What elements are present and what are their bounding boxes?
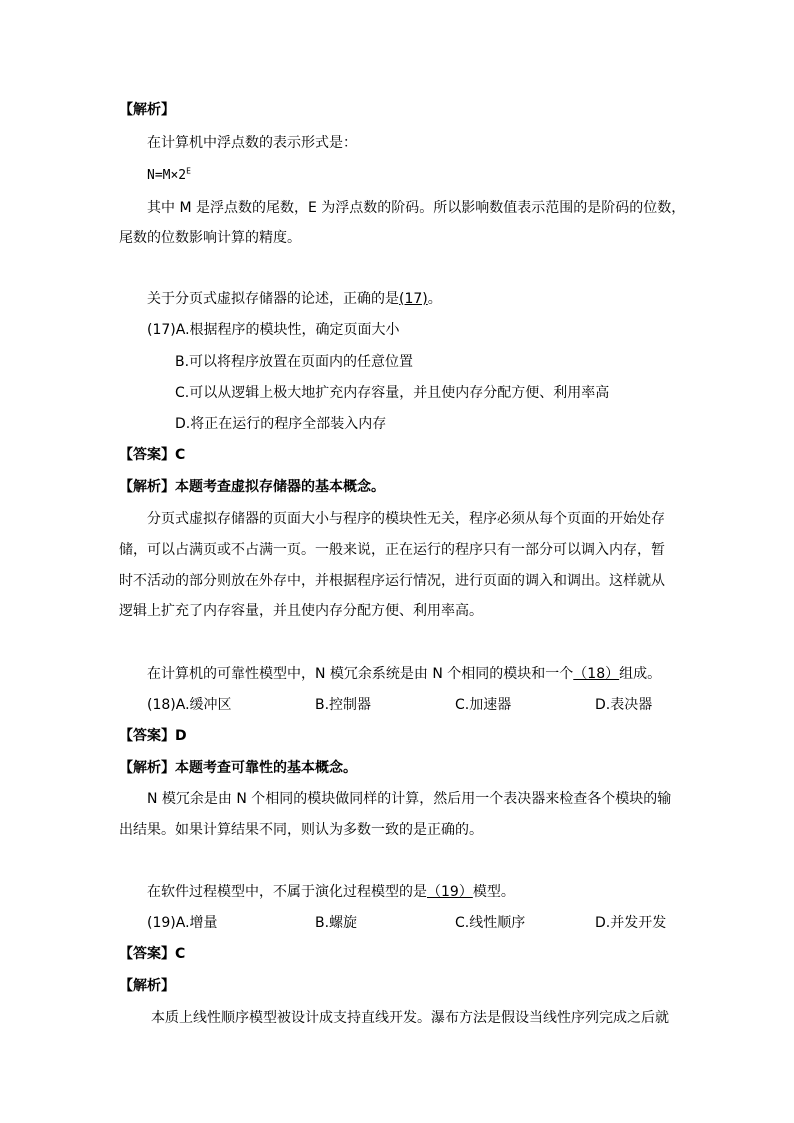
- stem-text: 。: [427, 291, 442, 307]
- paragraph-line: 时不活动的部分则放在外存中，并根据程序运行情况，进行页面的调入和调出。这样就从: [119, 573, 665, 589]
- stem-blank: （18）: [573, 666, 620, 682]
- paragraph-line: 出结果。如果计算结果不同，则认为多数一致的是正确的。: [119, 822, 483, 838]
- paragraph-float-format: 在计算机中浮点数的表示形式是：: [147, 135, 357, 151]
- stem-text: 在计算机的可靠性模型中，N 模冗余系统是由 N 个相同的模块和一个: [147, 666, 574, 682]
- question-17-analysis-heading: 【解析】本题考查虚拟存储器的基本概念。: [119, 479, 385, 495]
- question-17-option-c: C.可以从逻辑上极大地扩充内存容量，并且使内存分配方便、利用率高: [175, 385, 610, 401]
- paragraph-line: 逻辑上扩充了内存容量，并且使内存分配方便、利用率高。: [119, 603, 483, 619]
- question-17-option-b: B.可以将程序放置在页面内的任意位置: [175, 354, 414, 370]
- paragraph-line: 储，可以占满页或不占满一页。一般来说，正在运行的程序只有一部分可以调入内存，暂: [119, 542, 665, 558]
- question-18-stem: [147, 664, 661, 684]
- paragraph-line: 本质上线性顺序模型被设计成支持直线开发。瀑布方法是假设当线性序列完成之后就: [151, 1010, 669, 1026]
- stem-blank: （19）: [427, 884, 473, 900]
- stem-text: 关于分页式虚拟存储器的论述，正确的是: [147, 291, 399, 307]
- question-19-option-b: B.螺旋: [315, 915, 358, 931]
- stem-text: 组成。: [619, 666, 662, 682]
- question-19-stem: [147, 882, 515, 902]
- formula-main: N=M×2: [147, 168, 187, 183]
- question-18-answer: 【答案】D: [119, 728, 187, 744]
- question-17-option-d: D.将正在运行的程序全部装入内存: [175, 416, 387, 432]
- paragraph-line: N 模冗余是由 N 个相同的模块做同样的计算，然后用一个表决器来检查各个模块的输: [147, 791, 672, 807]
- question-17-option-a: (17)A.根据程序的模块性，确定页面大小: [147, 322, 400, 338]
- question-19-option-d: D.并发开发: [595, 915, 667, 931]
- question-17-answer: 【答案】C: [119, 447, 186, 463]
- question-19-option-a: (19)A.增量: [147, 915, 218, 931]
- stem-text: 在软件过程模型中，不属于演化过程模型的是: [147, 884, 427, 900]
- question-18-option-d: D.表决器: [595, 697, 653, 713]
- question-18-analysis-heading: 【解析】本题考查可靠性的基本概念。: [119, 760, 357, 776]
- question-18-option-b: B.控制器: [315, 697, 372, 713]
- formula-exponent: E: [186, 166, 191, 176]
- paragraph-line: 其中 M 是浮点数的尾数，E 为浮点数的阶码。所以影响数值表示范围的是阶码的位数，: [147, 200, 686, 216]
- stem-blank: (17): [399, 291, 428, 307]
- question-18-option-a: (18)A.缓冲区: [147, 697, 232, 713]
- question-17-stem: [147, 289, 442, 309]
- question-18-option-c: C.加速器: [455, 697, 512, 713]
- stem-text: 模型。: [472, 884, 515, 900]
- question-19-answer: 【答案】C: [119, 946, 186, 962]
- paragraph-line: 尾数的位数影响计算的精度。: [119, 230, 301, 246]
- formula: [147, 166, 191, 186]
- question-19-option-c: C.线性顺序: [455, 915, 526, 931]
- analysis-heading: 【解析】: [119, 102, 175, 118]
- paragraph-line: 分页式虚拟存储器的页面大小与程序的模块性无关，程序必须从每个页面的开始处存: [147, 511, 665, 527]
- question-19-analysis-heading: 【解析】: [119, 978, 175, 994]
